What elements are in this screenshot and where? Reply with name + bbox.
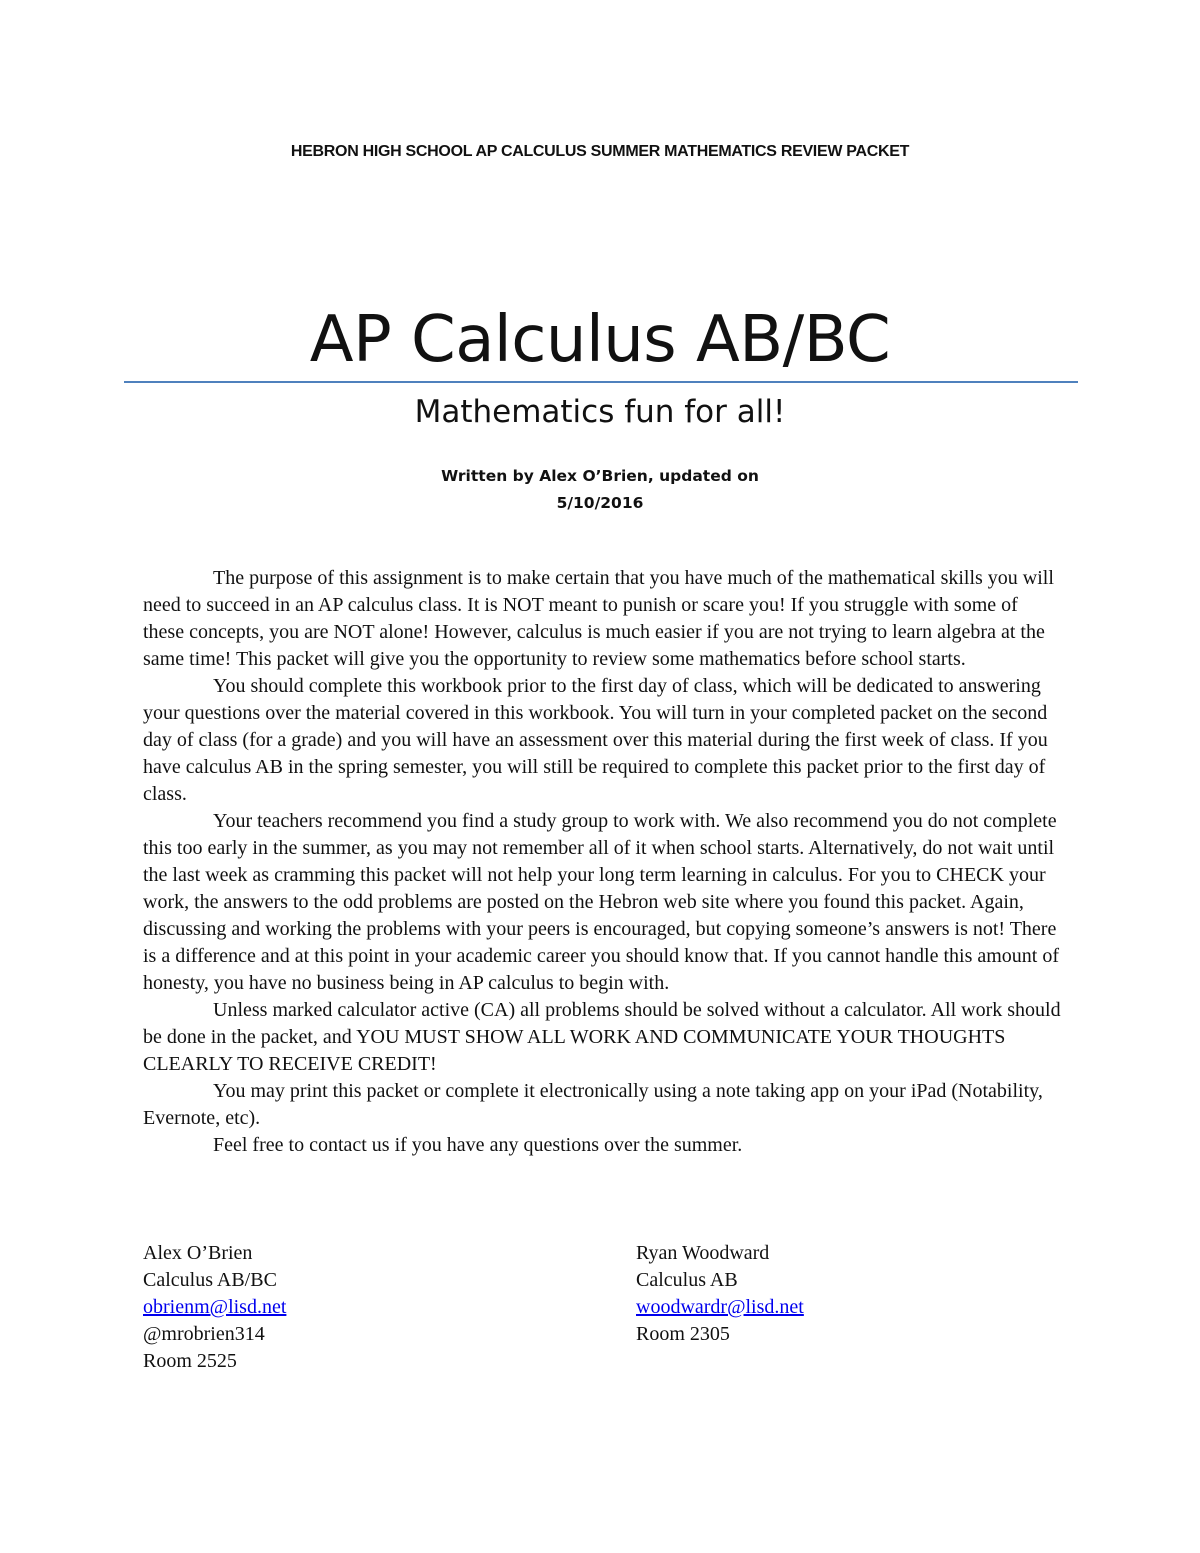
contact-email-link[interactable]: obrienm@lisd.net [143,1296,287,1318]
paragraph-contact: Feel free to contact us if you have any questions over the summer. [213,1134,743,1156]
contact-email-link[interactable]: woodwardr@lisd.net [636,1296,804,1318]
byline-author: Written by Alex O’Brien, updated on [441,467,759,485]
contact-name: Alex O’Brien [143,1242,253,1264]
page-title: AP Calculus AB/BC [309,303,891,377]
byline-date: 5/10/2016 [556,494,644,512]
contact-room: Room 2305 [636,1323,730,1345]
paragraph-completion: You should complete this workbook prior to the first day of class, which will be dedicated to answering your questions over the material covered in this workbook. You will turn in your completed packet on the second day of class (for a grade) and you will have an assessment over this material during the first week of class. If you have calculus AB in the spring semester, you will still be required to complete this packet prior to the first day of class. [143,675,1048,805]
paragraph-study-group: Your teachers recommend you find a study group to work with. We also recommend you do not complete this too early in the summer, as you may not remember all of it when school starts. Alternatively, do not wait until the last week as cramming this packet will not help your long term learning in calculus. For you to CHECK your work, the answers to the odd problems are posted on the Hebron web site where you found this packet. Again, discussing and working the problems with your peers is encouraged, but copying someone’s answers is not! There is a difference and at this point in your academic career you should know that. If you cannot handle this amount of honesty, you have no business being in AP calculus to begin with. [143,810,1060,994]
paragraph-print: You may print this packet or complete it electronically using a note taking app on your iPad (Notability, Evernote, etc). [143,1080,1043,1129]
contact-name: Ryan Woodward [636,1242,770,1264]
contact-block-woodward [636,1240,804,1348]
page-subtitle: Mathematics fun for all! [414,394,786,430]
title-divider [124,381,1078,383]
contact-course: Calculus AB/BC [143,1269,277,1291]
paragraph-purpose: The purpose of this assignment is to make certain that you have much of the mathematical skills you will need to succeed in an AP calculus class. It is NOT meant to punish or scare you! If you struggle with some of these concepts, you are NOT alone! However, calculus is much easier if you are not trying to learn algebra at the same time! This packet will give you the opportunity to review some mathematics before school starts. [143,567,1054,670]
contact-room: Room 2525 [143,1350,237,1372]
paragraph-calculator: Unless marked calculator active (CA) all problems should be solved without a calculator. All work should be done in the packet, and YOU MUST SHOW ALL WORK AND COMMUNICATE YOUR THOUGHTS CLEARLY TO RECEIVE CREDIT! [143,999,1061,1075]
contact-block-obrien [143,1240,286,1375]
body-text [143,565,1063,1159]
contact-course: Calculus AB [636,1269,738,1291]
author-byline [0,463,1200,517]
packet-header: HEBRON HIGH SCHOOL AP CALCULUS SUMMER MATHEMATICS REVIEW PACKET [290,143,910,160]
contact-handle: @mrobrien314 [143,1323,265,1345]
